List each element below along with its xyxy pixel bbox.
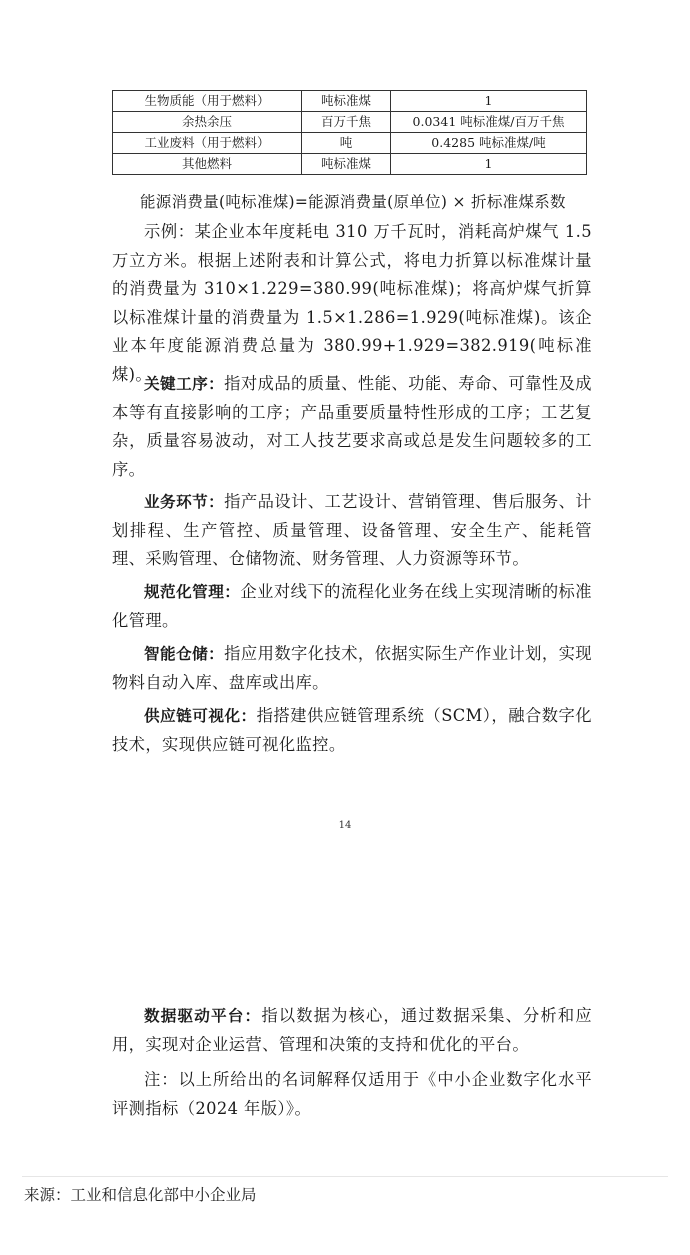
definition-term: 智能仓储： [144, 645, 225, 663]
source-credit: 来源：工业和信息化部中小企业局 [24, 1186, 257, 1204]
conversion-table [112, 90, 587, 175]
definition-text: 指以数据为核心，通过数据采集、分析和应用，实现对企业运营、管理和决策的支持和优化的平台。 [112, 1006, 592, 1054]
definition-term: 业务环节： [144, 493, 225, 511]
coefficient-cell: 1 [391, 154, 587, 175]
fuel-name-cell: 其他燃料 [113, 154, 302, 175]
definition-standardized-management [112, 578, 592, 635]
coefficient-cell: 1 [391, 91, 587, 112]
coefficient-cell: 0.0341 吨标准煤/百万千焦 [391, 112, 587, 133]
page-number: 14 [338, 820, 352, 831]
table-row [113, 154, 587, 175]
definition-text: 指搭建供应链管理系统（SCM），融合数字化技术，实现供应链可视化监控。 [112, 706, 592, 754]
definition-smart-warehousing [112, 640, 592, 697]
unit-cell: 吨标准煤 [302, 91, 391, 112]
definition-text: 企业对线下的流程化业务在线上实现清晰的标准化管理。 [112, 582, 592, 630]
scope-note: 注：以上所给出的名词解释仅适用于《中小企业数字化水平评测指标（2024 年版）》。 [112, 1070, 592, 1118]
table-row [113, 91, 587, 112]
definition-supply-chain-visualization [112, 702, 592, 759]
fuel-name-cell: 生物质能（用于燃料） [113, 91, 302, 112]
unit-cell: 吨标准煤 [302, 154, 391, 175]
definition-key-process [112, 370, 592, 484]
definition-term: 规范化管理： [144, 583, 241, 601]
definition-data-driven-platform [112, 1002, 592, 1059]
definition-term: 关键工序： [144, 375, 225, 393]
divider [22, 1176, 668, 1177]
definition-term: 供应链可视化： [144, 707, 257, 725]
coefficient-cell: 0.4285 吨标准煤/吨 [391, 133, 587, 154]
table-row [113, 133, 587, 154]
example-paragraph: 示例：某企业本年度耗电 310 万千瓦时，消耗高炉煤气 1.5 万立方米。根据上述附表和计算公式，将电力折算以标准煤计量的消费量为 310×1.229=380.99(吨标准煤)；将高炉煤气折算以标准煤计量的消费量为 1.5×1.286=1.929(吨标准煤)。该企业本年度能源消费总量为 380.99+1.929=382.919(吨标准煤)。 [112, 222, 592, 384]
fuel-name-cell: 工业废料（用于燃料） [113, 133, 302, 154]
conversion-formula: 能源消费量(吨标准煤)=能源消费量(原单位) × 折标准煤系数 [140, 193, 566, 211]
definition-text: 指对成品的质量、性能、功能、寿命、可靠性及成本等有直接影响的工序；产品重要质量特性形成的工序；工艺复杂，质量容易波动，对工人技艺要求高或总是发生问题较多的工序。 [112, 374, 592, 479]
definition-text: 指应用数字化技术，依据实际生产作业计划，实现物料自动入库、盘库或出库。 [112, 644, 592, 692]
definition-term: 数据驱动平台： [144, 1007, 262, 1025]
unit-cell: 百万千焦 [302, 112, 391, 133]
unit-cell: 吨 [302, 133, 391, 154]
definition-text: 指产品设计、工艺设计、营销管理、售后服务、计划排程、生产管控、质量管理、设备管理、安全生产、能耗管理、采购管理、仓储物流、财务管理、人力资源等环节。 [112, 492, 592, 569]
fuel-name-cell: 余热余压 [113, 112, 302, 133]
table-row [113, 112, 587, 133]
definition-business-link [112, 488, 592, 574]
